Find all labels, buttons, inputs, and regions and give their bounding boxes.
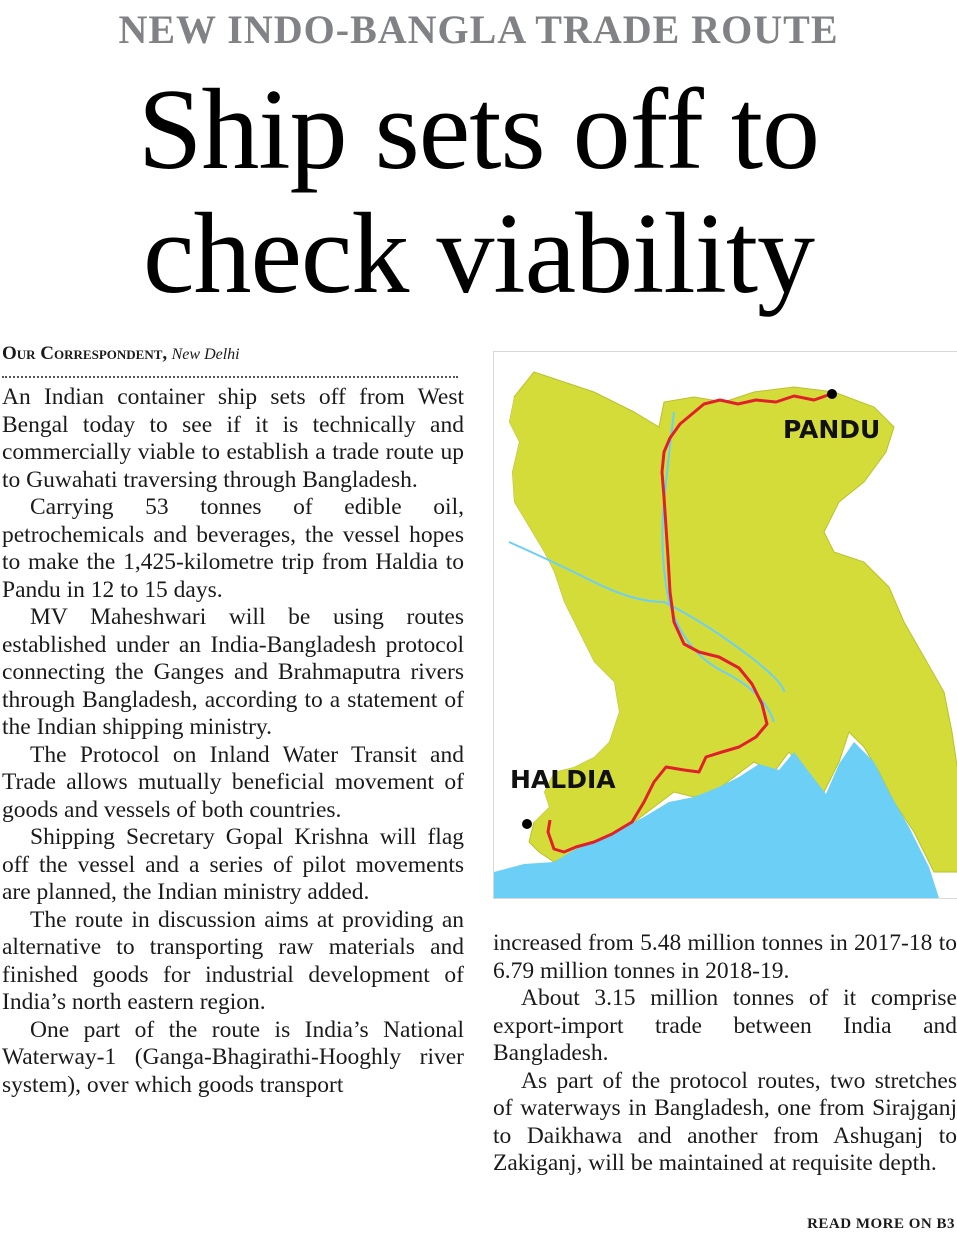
- byline-place: New Delhi: [171, 346, 240, 363]
- pandu-label: PANDU: [783, 415, 881, 444]
- headline-line-1: Ship sets off to: [137, 66, 820, 194]
- byline-divider: [2, 370, 458, 378]
- paragraph: As part of the protocol routes, two stretches of waterways in Bangladesh, one from Sirajganj to Daikhawa and another from Ashuganj to Zakiganj, will be maintained at requisite depth.: [493, 1067, 957, 1176]
- pandu-dot: [827, 389, 837, 399]
- route-map: [493, 351, 957, 899]
- read-more-link[interactable]: READ MORE ON B3: [807, 1216, 955, 1232]
- haldia-dot: [522, 819, 532, 829]
- byline: [2, 342, 462, 366]
- paragraph: Shipping Secretary Gopal Krishna will flag off the vessel and a series of pilot movements are planned, the Indian ministry added.: [2, 824, 464, 905]
- paragraph: About 3.15 million tonnes of it comprise export-import trade between India and Bangladesh.: [493, 985, 957, 1066]
- paragraph: The Protocol on Inland Water Transit and Trade allows mutually beneficial movement of goods and vessels of both countries.: [2, 741, 464, 823]
- section-kicker: NEW INDO-BANGLA TRADE ROUTE: [118, 7, 839, 52]
- headline-line-2: check viability: [142, 190, 815, 318]
- haldia-label: HALDIA: [510, 765, 616, 794]
- byline-author: Our Correspondent,: [2, 343, 168, 364]
- article-column-1: [2, 384, 464, 1099]
- paragraph: MV Maheshwari will be using routes established under an India-Bangladesh protocol connecting the Ganges and Brahmaputra rivers through Bangladesh, according to a statement of the Indian shipping ministry.: [2, 604, 464, 740]
- route-map-graphic: [494, 352, 957, 898]
- article-column-2: [493, 930, 957, 1178]
- paragraph: increased from 5.48 million tonnes in 2017-18 to 6.79 million tonnes in 2018-19.: [493, 930, 957, 984]
- headline: [0, 68, 957, 316]
- paragraph: An Indian container ship sets off from West Bengal today to see if it is technically and commercially viable to establish a trade route up to Guwahati traversing through Bangladesh.: [2, 384, 464, 493]
- paragraph: Carrying 53 tonnes of edible oil, petrochemicals and beverages, the vessel hopes to make the 1,425-kilometre trip from Haldia to Pandu in 12 to 15 days.: [2, 494, 464, 603]
- paragraph: The route in discussion aims at providing an alternative to transporting raw materials and finished goods for industrial development of India’s north eastern region.: [2, 906, 464, 1015]
- paragraph: One part of the route is India’s National Waterway-1 (Ganga-Bhagirathi-Hooghly river system), over which goods transport: [2, 1016, 464, 1098]
